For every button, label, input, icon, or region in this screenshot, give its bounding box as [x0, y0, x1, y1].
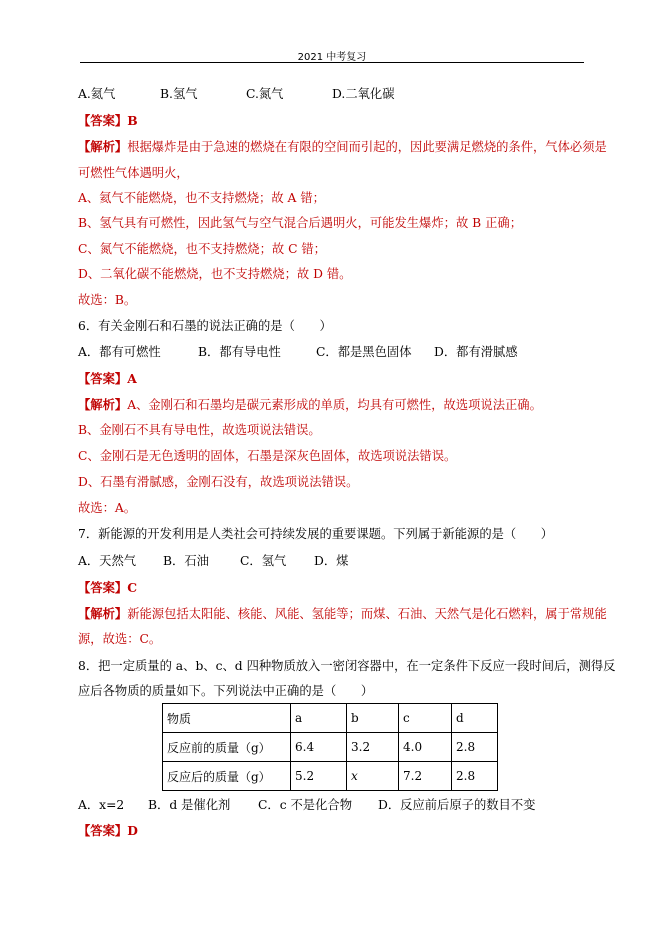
q5-option-c: C.氮气: [246, 87, 284, 101]
q7-analysis-text: 新能源包括太阳能、核能、风能、氢能等；而煤、石油、天然气是化石燃料，属于常规能: [127, 607, 607, 621]
q7-option-d: D．煤: [314, 554, 349, 568]
q7-option-c: C．氢气: [240, 554, 287, 568]
q5-explain-b: B、氢气具有可燃性，因此氢气与空气混合后遇明火，可能发生爆炸；故 B 正确；: [78, 216, 522, 230]
q6-conclusion: 故选：A。: [78, 501, 137, 515]
q5-options: [78, 86, 588, 102]
table-header-cell: b: [347, 704, 399, 733]
q6-analysis-line-1: [78, 397, 588, 413]
table-row: [163, 762, 498, 791]
q7-answer: 【答案】C: [78, 580, 137, 595]
q5-option-b: B.氢气: [160, 87, 198, 101]
q5-analysis-line-1: [78, 139, 607, 155]
table-cell: 2.8: [452, 733, 498, 762]
q6-explain-c: C、金刚石是无色透明的固体，石墨是深灰色固体，故选项说法错误。: [78, 449, 457, 463]
q7-analysis-line-2: 源，故选：C。: [78, 632, 162, 646]
q6-option-d: D．都有滑腻感: [434, 345, 518, 359]
table-header-cell: d: [452, 704, 498, 733]
q6-explain-b: B、金刚石不具有导电性，故选项说法错误。: [78, 423, 321, 437]
table-cell: 5.2: [291, 762, 347, 791]
page-header: 2021 中考复习: [297, 52, 367, 63]
q6-option-b: B．都有导电性: [198, 345, 281, 359]
q6-stem: 6．有关金刚石和石墨的说法正确的是（ ）: [78, 319, 332, 333]
table-cell: 2.8: [452, 762, 498, 791]
table-cell: 反应前的质量（g）: [163, 733, 291, 762]
q8-answer: 【答案】D: [78, 823, 138, 838]
table-cell: 6.4: [291, 733, 347, 762]
q7-analysis-line-1: [78, 606, 607, 622]
q5-explain-a: A、氦气不能燃烧，也不支持燃烧；故 A 错；: [78, 191, 325, 205]
q8-stem-line-1: 8．把一定质量的 a、b、c、d 四种物质放入一密闭容器中，在一定条件下反应一段时间后，测得反: [78, 659, 616, 673]
table-cell: 4.0: [399, 733, 452, 762]
q5-analysis-tag: 【解析】: [78, 139, 128, 154]
table-cell: x: [347, 762, 399, 791]
table-header-row: [163, 704, 498, 733]
q8-option-b: B．d 是催化剂: [148, 798, 231, 812]
q5-answer: 【答案】B: [78, 113, 138, 128]
q5-conclusion: 故选：B。: [78, 293, 137, 307]
table-cell: 7.2: [399, 762, 452, 791]
q8-option-c: C．c 不是化合物: [258, 798, 352, 812]
q6-answer: 【答案】A: [78, 371, 137, 386]
q7-options: [78, 553, 588, 569]
q6-explain-d: D、石墨有滑腻感，金刚石没有，故选项说法错误。: [78, 475, 359, 489]
q6-option-a: A．都有可燃性: [78, 345, 161, 359]
table-header-cell: 物质: [163, 704, 291, 733]
table-cell: 反应后的质量（g）: [163, 762, 291, 791]
q8-option-d: D．反应前后原子的数目不变: [378, 798, 536, 812]
q5-explain-c: C、氮气不能燃烧，也不支持燃烧；故 C 错；: [78, 242, 326, 256]
q8-options: [78, 797, 588, 813]
q8-option-a: A．x=2: [78, 798, 125, 812]
q8-stem-line-2: 应后各物质的质量如下。下列说法中正确的是（ ）: [78, 684, 374, 698]
q7-analysis-tag: 【解析】: [78, 606, 128, 621]
q5-option-a: A.氦气: [78, 87, 116, 101]
q7-option-a: A．天然气: [78, 554, 137, 568]
table-cell: 3.2: [347, 733, 399, 762]
q7-option-b: B．石油: [163, 554, 209, 568]
table-row: [163, 733, 498, 762]
q8-mass-table: [162, 703, 498, 791]
q5-option-d: D.二氧化碳: [332, 87, 395, 101]
table-header-cell: c: [399, 704, 452, 733]
header-divider: [80, 62, 584, 63]
q5-analysis-line-2: 可燃性气体遇明火，: [78, 166, 189, 180]
q6-options: [78, 344, 588, 360]
q5-analysis-text: 根据爆炸是由于急速的燃烧在有限的空间而引起的，因此要满足燃烧的条件，气体必须是: [127, 140, 607, 154]
q6-analysis-text: A、金刚石和石墨均是碳元素形成的单质，均具有可燃性，故选项说法正确。: [127, 398, 542, 412]
q7-stem: 7．新能源的开发利用是人类社会可持续发展的重要课题。下列属于新能源的是（ ）: [78, 527, 554, 541]
q5-explain-d: D、二氧化碳不能燃烧，也不支持燃烧；故 D 错。: [78, 267, 352, 281]
table-header-cell: a: [291, 704, 347, 733]
q6-analysis-tag: 【解析】: [78, 397, 128, 412]
q6-option-c: C．都是黑色固体: [316, 345, 412, 359]
